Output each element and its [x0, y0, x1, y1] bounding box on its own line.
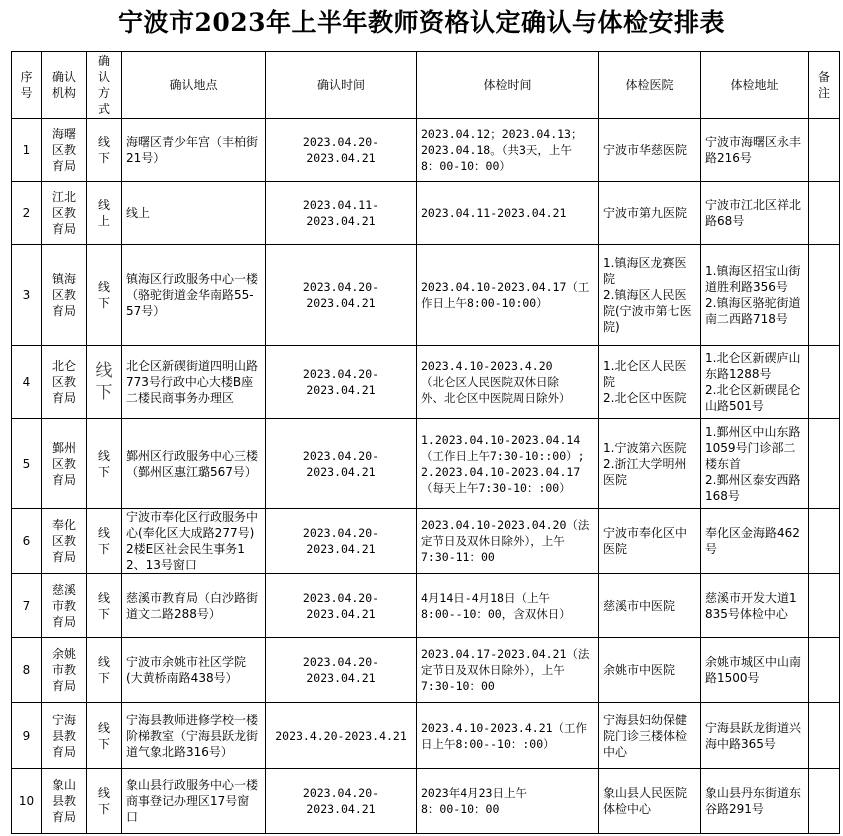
row-hospital: 宁波市第九医院 — [599, 182, 701, 245]
row-exam-address: 奉化区金海路462号 — [701, 509, 809, 574]
table-row — [12, 638, 840, 703]
row-agency: 余姚 市教 育局 — [42, 638, 87, 703]
row-exam-time: 2023.04.11-2023.04.21 — [417, 182, 599, 245]
row-index: 6 — [12, 509, 42, 574]
table-row — [12, 703, 840, 769]
row-method: 线 下 — [87, 419, 122, 509]
header-method: 确 认 方 式 — [87, 52, 122, 119]
row-confirm-time: 2023.04.20-2023.04.21 — [266, 638, 417, 703]
row-remark — [809, 574, 840, 638]
header-row — [12, 52, 840, 119]
row-agency: 宁海 县教 育局 — [42, 703, 87, 769]
table-row — [12, 119, 840, 182]
row-exam-time: 2023.04.17-2023.04.21（法 定节日及双休日除外），上午 7:30-10：00 — [417, 638, 599, 703]
header-confirm-time: 确认时间 — [266, 52, 417, 119]
row-location: 象山县行政服务中心一楼商事登记办理区17号窗口 — [122, 769, 266, 834]
row-remark — [809, 638, 840, 703]
row-method: 线 下 — [87, 574, 122, 638]
row-confirm-time: 2023.04.20-2023.04.21 — [266, 346, 417, 419]
header-exam-time: 体检时间 — [417, 52, 599, 119]
table-row — [12, 769, 840, 834]
row-location: 线上 — [122, 182, 266, 245]
row-location: 慈溪市教育局（白沙路街道文二路288号） — [122, 574, 266, 638]
row-method: 线 下 — [87, 769, 122, 834]
row-exam-address: 1.北仑区新碶庐山东路1288号 2.北仑区新碶昆仑山路501号 — [701, 346, 809, 419]
row-exam-address: 宁海县跃龙街道兴海中路365号 — [701, 703, 809, 769]
table-row — [12, 346, 840, 419]
row-hospital: 1.北仑区人民医院 2.北仑区中医院 — [599, 346, 701, 419]
row-index: 1 — [12, 119, 42, 182]
schedule-table — [11, 51, 840, 834]
row-location: 北仑区新碶街道四明山路773号行政中心大楼B座二楼民商事务办理区 — [122, 346, 266, 419]
table-row — [12, 574, 840, 638]
row-remark — [809, 346, 840, 419]
row-exam-time: 2023.04.12；2023.04.13； 2023.04.18。（共3天，上午 8：00-10：00） — [417, 119, 599, 182]
row-location: 宁波市奉化区行政服务中心(奉化区大成路277号)2楼E区社会民生事务12、13号窗口 — [122, 509, 266, 574]
row-hospital: 宁海县妇幼保健院门诊三楼体检中心 — [599, 703, 701, 769]
row-remark — [809, 419, 840, 509]
row-hospital: 1.镇海区龙赛医院 2.镇海区人民医院(宁波市第七医院) — [599, 245, 701, 346]
row-exam-address: 象山县丹东街道东谷路291号 — [701, 769, 809, 834]
row-index: 8 — [12, 638, 42, 703]
row-confirm-time: 2023.04.20-2023.04.21 — [266, 509, 417, 574]
row-agency: 海曙 区教 育局 — [42, 119, 87, 182]
row-hospital: 宁波市奉化区中医院 — [599, 509, 701, 574]
row-index: 10 — [12, 769, 42, 834]
row-index: 4 — [12, 346, 42, 419]
row-location: 海曙区青少年宫（丰柏街21号） — [122, 119, 266, 182]
row-exam-address: 1.镇海区招宝山街道胜利路356号 2.镇海区骆驼街道南二西路718号 — [701, 245, 809, 346]
row-remark — [809, 769, 840, 834]
row-exam-address: 宁波市海曙区永丰路216号 — [701, 119, 809, 182]
row-remark — [809, 509, 840, 574]
row-confirm-time: 2023.4.20-2023.4.21 — [266, 703, 417, 769]
row-method: 线 下 — [87, 638, 122, 703]
row-location: 宁波市余姚市社区学院(大黄桥南路438号） — [122, 638, 266, 703]
row-exam-address: 余姚市城区中山南路1500号 — [701, 638, 809, 703]
row-index: 5 — [12, 419, 42, 509]
row-hospital: 象山县人民医院体检中心 — [599, 769, 701, 834]
header-hospital: 体检医院 — [599, 52, 701, 119]
row-index: 7 — [12, 574, 42, 638]
row-confirm-time: 2023.04.11-2023.04.21 — [266, 182, 417, 245]
row-agency: 慈溪 市教 育局 — [42, 574, 87, 638]
row-hospital: 1.宁波第六医院 2.浙江大学明州医院 — [599, 419, 701, 509]
row-exam-time: 2023.4.10-2023.4.20 （北仑区人民医院双休日除 外、北仑区中医院周日除外） — [417, 346, 599, 419]
row-location: 镇海区行政服务中心一楼（骆驼街道金华南路55-57号） — [122, 245, 266, 346]
row-exam-time: 1.2023.04.10-2023.04.14 （工作日上午7:30-10::00）; 2.2023.04.10-2023.04.17 （每天上午7:30-10：:00） — [417, 419, 599, 509]
table-row — [12, 419, 840, 509]
row-method: 线 上 — [87, 182, 122, 245]
row-method: 线 下 — [87, 509, 122, 574]
table-row — [12, 182, 840, 245]
row-agency: 北仑 区教 育局 — [42, 346, 87, 419]
row-agency: 奉化 区教 育局 — [42, 509, 87, 574]
row-confirm-time: 2023.04.20-2023.04.21 — [266, 245, 417, 346]
row-exam-address: 慈溪市开发大道1835号体检中心 — [701, 574, 809, 638]
row-confirm-time: 2023.04.20-2023.04.21 — [266, 119, 417, 182]
row-method: 线 下 — [87, 119, 122, 182]
header-index: 序 号 — [12, 52, 42, 119]
row-index: 9 — [12, 703, 42, 769]
row-remark — [809, 703, 840, 769]
row-exam-time: 2023.04.10-2023.04.20（法 定节日及双休日除外），上午 7:30-11：00 — [417, 509, 599, 574]
row-location: 鄞州区行政服务中心三楼（鄞州区惠江璐567号） — [122, 419, 266, 509]
row-method: 线 下 — [87, 346, 122, 419]
row-exam-address: 1.鄞州区中山东路1059号门诊部二楼东首 2.鄞州区泰安西路168号 — [701, 419, 809, 509]
row-hospital: 余姚市中医院 — [599, 638, 701, 703]
row-exam-time: 4月14日-4月18日（上午 8:00--10：00，含双休日） — [417, 574, 599, 638]
row-location: 宁海县教师进修学校一楼阶梯教室（宁海县跃龙街道气象北路316号） — [122, 703, 266, 769]
table-row — [12, 509, 840, 574]
header-remark: 备 注 — [809, 52, 840, 119]
row-index: 2 — [12, 182, 42, 245]
header-exam-address: 体检地址 — [701, 52, 809, 119]
row-agency: 江北 区教 育局 — [42, 182, 87, 245]
row-exam-address: 宁波市江北区祥北路68号 — [701, 182, 809, 245]
row-hospital: 宁波市华慈医院 — [599, 119, 701, 182]
row-agency: 鄞州 区教 育局 — [42, 419, 87, 509]
row-agency: 象山 县教 育局 — [42, 769, 87, 834]
row-exam-time: 2023年4月23日上午 8：00-10：00 — [417, 769, 599, 834]
row-index: 3 — [12, 245, 42, 346]
row-method: 线 下 — [87, 703, 122, 769]
row-confirm-time: 2023.04.20-2023.04.21 — [266, 574, 417, 638]
header-agency: 确认 机构 — [42, 52, 87, 119]
row-method: 线 下 — [87, 245, 122, 346]
row-confirm-time: 2023.04.20-2023.04.21 — [266, 419, 417, 509]
row-exam-time: 2023.04.10-2023.04.17（工 作日上午8:00-10:00） — [417, 245, 599, 346]
row-remark — [809, 182, 840, 245]
row-remark — [809, 119, 840, 182]
row-agency: 镇海 区教 育局 — [42, 245, 87, 346]
header-location: 确认地点 — [122, 52, 266, 119]
row-exam-time: 2023.4.10-2023.4.21（工作 日上午8:00--10：:00） — [417, 703, 599, 769]
row-confirm-time: 2023.04.20-2023.04.21 — [266, 769, 417, 834]
row-remark — [809, 245, 840, 346]
table-row — [12, 245, 840, 346]
row-hospital: 慈溪市中医院 — [599, 574, 701, 638]
page-title: 宁波市2023年上半年教师资格认定确认与体检安排表 — [117, 8, 726, 37]
